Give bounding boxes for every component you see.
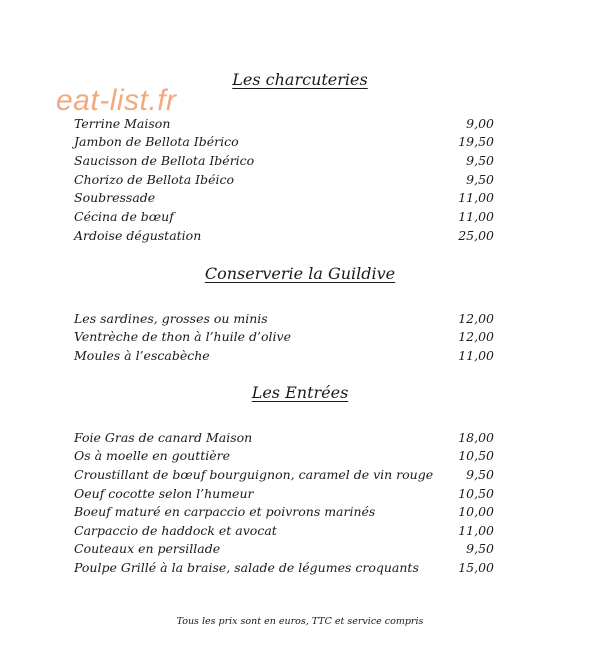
item-price: 12,00 — [458, 311, 494, 326]
item-price: 11,00 — [458, 209, 494, 224]
item-name: Ventrèche de thon à l’huile d’olive — [74, 329, 291, 344]
menu-item — [74, 189, 494, 207]
item-name: Oeuf cocotte selon l’humeur — [74, 486, 254, 501]
item-price: 15,00 — [458, 560, 494, 575]
item-price: 10,50 — [458, 448, 494, 463]
section-title-entrees: Les Entrées — [251, 383, 349, 402]
item-price: 11,00 — [458, 523, 494, 538]
item-name: Soubressade — [74, 190, 156, 205]
item-price: 11,00 — [458, 348, 494, 363]
menu-item — [74, 227, 494, 245]
watermark-logo: eat-list.fr — [56, 84, 177, 117]
item-price: 9,50 — [466, 467, 494, 482]
item-price: 25,00 — [458, 228, 494, 243]
menu-item — [74, 485, 494, 503]
item-name: Couteaux en persillade — [74, 541, 221, 556]
item-name: Carpaccio de haddock et avocat — [74, 523, 277, 538]
item-name: Saucisson de Bellota Ibérico — [74, 153, 255, 168]
menu-item — [74, 522, 494, 540]
item-name: Croustillant de bœuf bourguignon, caramel de vin rouge — [74, 467, 434, 482]
section-title-conserverie: Conserverie la Guildive — [204, 264, 396, 283]
item-name: Les sardines, grosses ou minis — [74, 311, 268, 326]
item-price: 10,50 — [458, 486, 494, 501]
item-name: Ardoise dégustation — [74, 228, 202, 243]
item-name: Os à moelle en gouttière — [74, 448, 231, 463]
price-note-footer: Tous les prix sont en euros, TTC et service compris — [176, 616, 424, 627]
menu-item — [74, 429, 494, 447]
menu-item — [74, 447, 494, 465]
item-price: 9,50 — [466, 153, 494, 168]
item-name: Foie Gras de canard Maison — [74, 430, 253, 445]
menu-item — [74, 559, 494, 577]
menu-item — [74, 310, 494, 328]
menu-item — [74, 540, 494, 558]
item-name: Jambon de Bellota Ibérico — [74, 134, 239, 149]
item-name: Boeuf maturé en carpaccio et poivrons marinés — [74, 504, 376, 519]
item-price: 19,50 — [458, 134, 494, 149]
item-name: Terrine Maison — [74, 116, 171, 131]
menu-item — [74, 152, 494, 170]
item-name: Poulpe Grillé à la braise, salade de légumes croquants — [74, 560, 419, 575]
item-price: 9,00 — [466, 116, 494, 131]
menu-item — [74, 328, 494, 346]
menu-item — [74, 466, 494, 484]
menu-item — [74, 133, 494, 151]
item-name: Moules à l’escabèche — [74, 348, 210, 363]
menu-item — [74, 503, 494, 521]
item-name: Cécina de bœuf — [74, 209, 174, 224]
item-price: 10,00 — [458, 504, 494, 519]
menu-item — [74, 208, 494, 226]
item-price: 18,00 — [458, 430, 494, 445]
item-price: 9,50 — [466, 172, 494, 187]
menu-item — [74, 347, 494, 365]
item-price: 9,50 — [466, 541, 494, 556]
item-price: 11,00 — [458, 190, 494, 205]
item-name: Chorizo de Bellota Ibéico — [74, 172, 234, 187]
menu-item — [74, 171, 494, 189]
item-price: 12,00 — [458, 329, 494, 344]
section-title-charcuteries: Les charcuteries — [232, 70, 368, 89]
